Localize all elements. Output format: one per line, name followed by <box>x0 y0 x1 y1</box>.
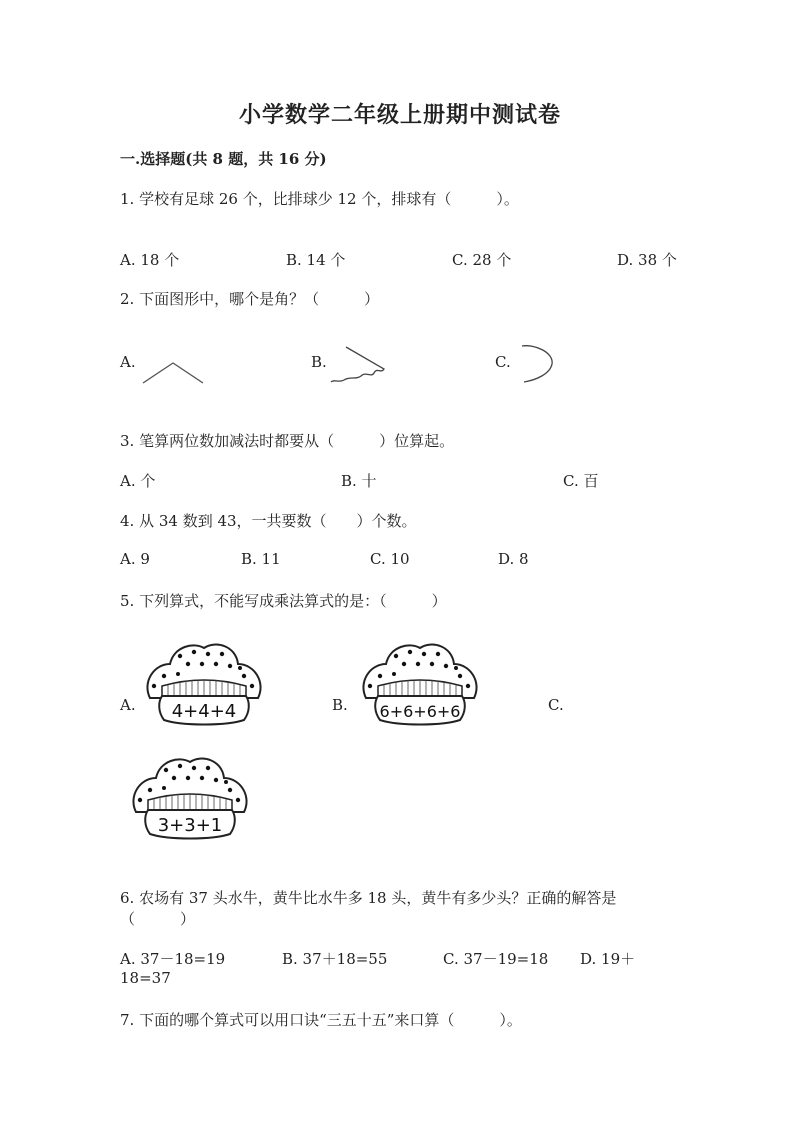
curve-figure-c <box>512 342 562 388</box>
muffin-card-b <box>358 640 482 728</box>
muffin-card-a <box>142 640 266 728</box>
q3-option-c: C. 百 <box>563 472 599 490</box>
q2-option-c: C. <box>495 353 511 371</box>
q6-option-c: C. 37－19=18 <box>443 950 549 968</box>
angle-figure-a <box>138 355 208 387</box>
page-title: 小学数学二年级上册期中测试卷 <box>238 102 561 128</box>
muffin-c-expression: 3+3+1 <box>157 815 223 836</box>
wavy-figure-b <box>326 343 390 387</box>
q4-option-c: C. 10 <box>370 550 410 568</box>
q1-option-a: A. 18 个 <box>120 251 180 269</box>
q2-option-a: A. <box>120 353 136 371</box>
q6-option-b: B. 37＋18=55 <box>282 950 388 968</box>
q4-option-d: D. 8 <box>498 550 529 568</box>
question-4-stem: 4. 从 34 数到 43，一共要数（ ）个数。 <box>120 512 417 530</box>
question-7-stem: 7. 下面的哪个算式可以用口诀“三五十五”来口算（ ）。 <box>120 1011 522 1029</box>
question-2-stem: 2. 下面图形中，哪个是角？（ ） <box>120 290 380 308</box>
q4-option-b: B. 11 <box>241 550 281 568</box>
question-3-stem: 3. 笔算两位数加减法时都要从（ ）位算起。 <box>120 432 455 450</box>
q6-option-d-continued: 18=37 <box>120 969 171 987</box>
q1-option-b: B. 14 个 <box>286 251 346 269</box>
muffin-card-c <box>128 754 252 842</box>
q6-option-d: D. 19＋ <box>580 950 636 968</box>
question-6-stem-line1: 6. 农场有 37 头水牛，黄牛比水牛多 18 头，黄牛有多少头？正确的解答是 <box>120 889 617 907</box>
q2-option-b: B. <box>311 353 327 371</box>
muffin-a-expression: 4+4+4 <box>171 701 237 722</box>
q1-option-d: D. 38 个 <box>617 251 677 269</box>
muffin-b-expression: 6+6+6+6 <box>379 702 461 721</box>
q3-option-b: B. 十 <box>341 472 377 490</box>
section-heading: 一.选择题(共 8 题，共 16 分) <box>120 150 327 168</box>
question-5-stem: 5. 下列算式，不能写成乘法算式的是：（ ） <box>120 592 447 610</box>
q1-option-c: C. 28 个 <box>452 251 512 269</box>
q3-option-a: A. 个 <box>120 472 156 490</box>
q5-option-c: C. <box>548 696 564 714</box>
q4-option-a: A. 9 <box>120 550 150 568</box>
q5-option-b: B. <box>332 696 348 714</box>
q5-option-a: A. <box>120 696 136 714</box>
question-1-stem: 1. 学校有足球 26 个，比排球少 12 个，排球有（ ）。 <box>120 190 519 208</box>
question-6-stem-line2: （ ） <box>120 910 196 928</box>
q6-option-a: A. 37－18=19 <box>120 950 226 968</box>
